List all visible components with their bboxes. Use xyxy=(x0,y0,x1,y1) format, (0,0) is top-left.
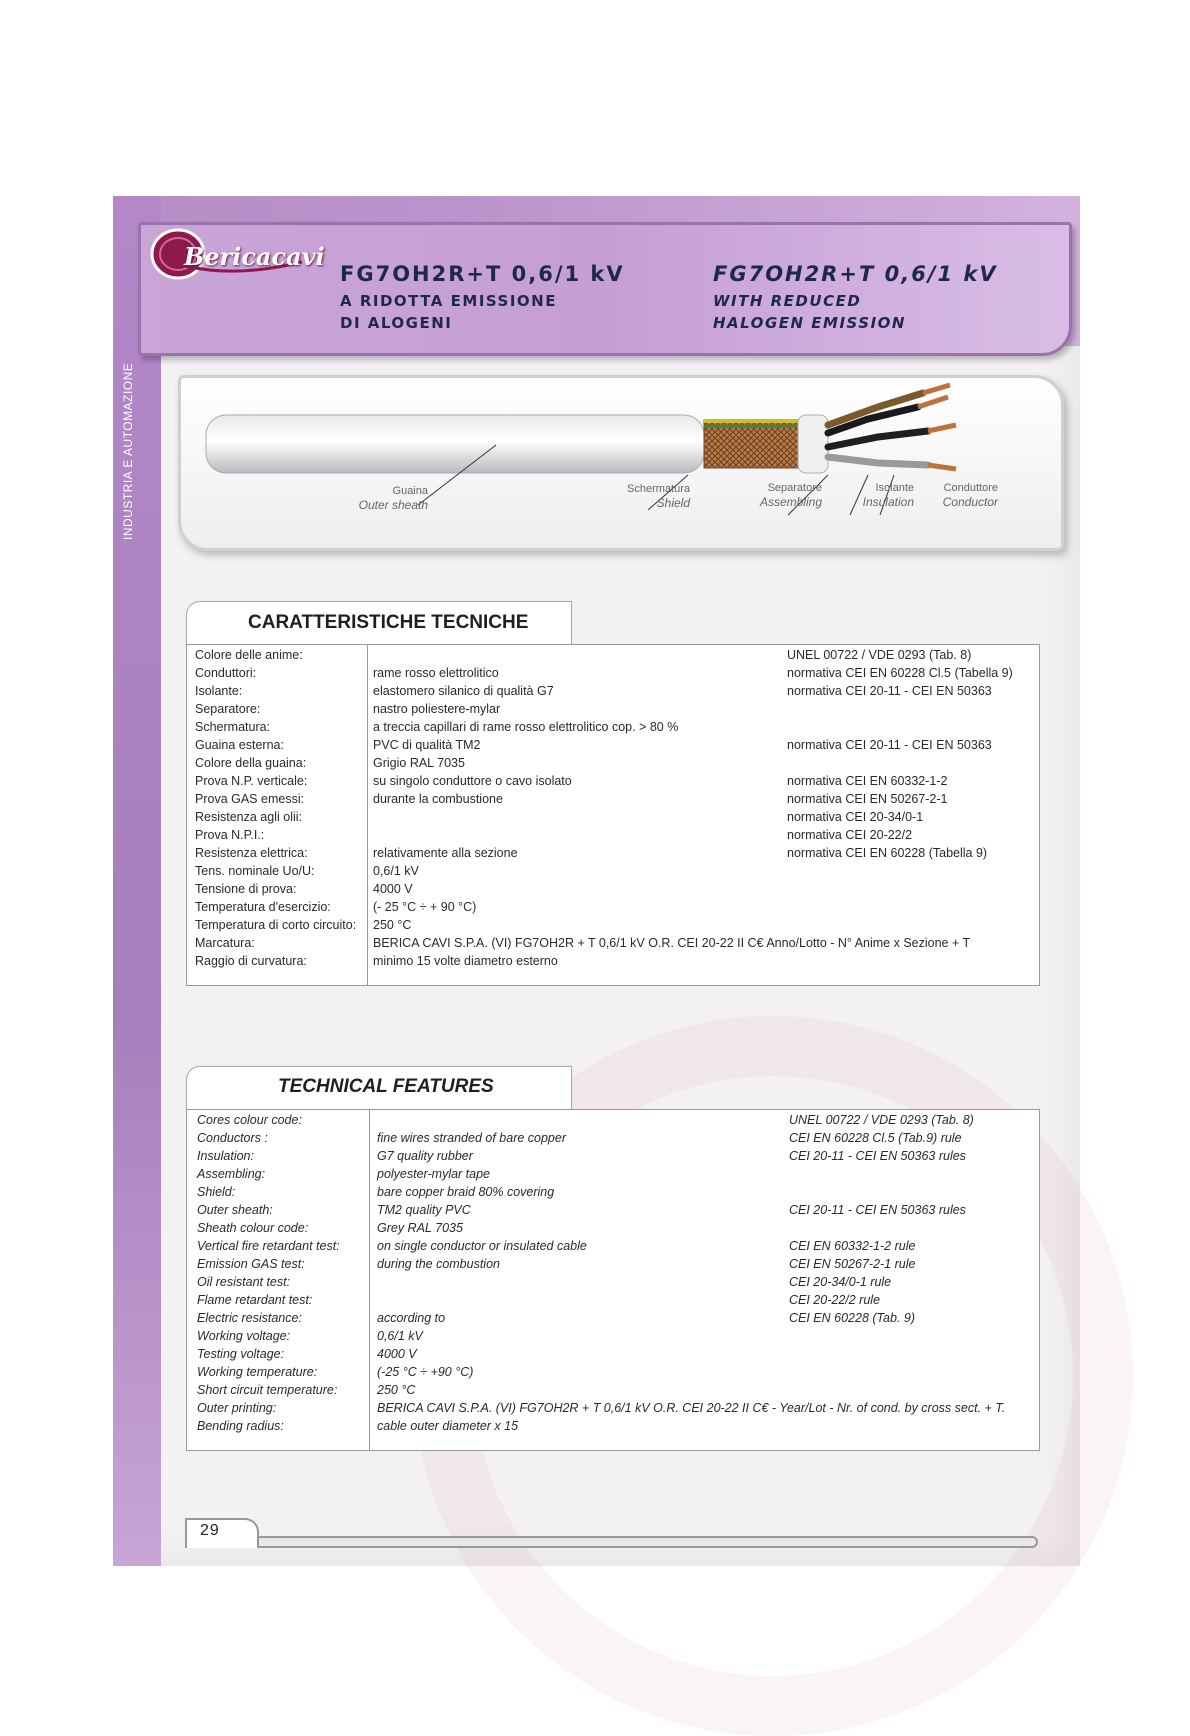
table-row: Emission GAS test: during the combustion CEI EN 50267-2-1 rule xyxy=(197,1257,916,1271)
page-number: 29 xyxy=(200,1522,220,1539)
table-row: Assembling: polyester-mylar tape xyxy=(197,1167,491,1181)
table-row: Electric resistance: according to CEI EN 60228 (Tab. 9) xyxy=(197,1311,915,1325)
title-italian xyxy=(340,262,625,334)
it-table-title: CARATTERISTICHE TECNICHE xyxy=(248,612,529,633)
it-spec-table xyxy=(186,644,1040,986)
table-row: Oil resistant test: CEI 20-34/0-1 rule xyxy=(197,1275,892,1289)
table-row: Colore della guaina: Grigio RAL 7035 xyxy=(195,756,465,770)
product-title-it: FG7OH2R+T 0,6/1 kV xyxy=(340,262,625,286)
label-shield: Schermatura Shield xyxy=(627,483,690,510)
label-outer-sheath: Guaina Outer sheath xyxy=(358,485,428,512)
footer-bar xyxy=(186,1536,1038,1548)
table-row: Sheath colour code: Grey RAL 7035 xyxy=(197,1221,463,1235)
en-spec-table xyxy=(186,1109,1040,1451)
table-row: Vertical fire retardant test: on single conductor or insulated cable CEI EN 60332-1-2 rule xyxy=(197,1239,916,1253)
table-row: Marcatura: BERICA CAVI S.P.A. (VI) FG7OH2R + T 0,6/1 kV O.R. CEI 20-22 II C€ Anno/Lotto - N° Anime x Sezione + T xyxy=(195,936,971,950)
label-assembling: Separatore Assembling xyxy=(759,482,822,509)
table-row: Shield: bare copper braid 80% covering xyxy=(197,1185,555,1199)
label-conductor: Conduttore Conductor xyxy=(942,482,998,509)
table-row: Tens. nominale Uo/U: 0,6/1 kV xyxy=(195,864,419,878)
table-row: Bending radius: cable outer diameter x 15 xyxy=(197,1419,519,1433)
table-row: Cores colour code: UNEL 00722 / VDE 0293 (Tab. 8) xyxy=(197,1113,974,1127)
table-row: Guaina esterna: PVC di qualità TM2 normativa CEI 20-11 - CEI EN 50363 xyxy=(195,738,992,752)
table-row: Conduttori: rame rosso elettrolitico normativa CEI EN 60228 Cl.5 (Tabella 9) xyxy=(195,666,1013,680)
subtitle-it-line1: A RIDOTTA EMISSIONE xyxy=(340,292,557,310)
table-row: Working temperature: (-25 °C ÷ +90 °C) xyxy=(197,1365,474,1379)
table-row: Isolante: elastomero silanico di qualità G7 normativa CEI 20-11 - CEI EN 50363 xyxy=(195,684,992,698)
page-number-tab xyxy=(185,1518,259,1548)
title-english xyxy=(713,262,998,334)
product-title-en: FG7OH2R+T 0,6/1 kV xyxy=(713,262,998,286)
table-row: Prova N.P. verticale: su singolo conduttore o cavo isolato normativa CEI EN 60332-1-2 xyxy=(195,774,948,788)
table-row: Insulation: G7 quality rubber CEI 20-11 - CEI EN 50363 rules xyxy=(197,1149,966,1163)
table-row: Separatore: nastro poliestere-mylar xyxy=(195,702,501,716)
table-row: Raggio di curvatura: minimo 15 volte diametro esterno xyxy=(195,954,558,968)
label-insulation: Isolante Insulation xyxy=(862,482,914,509)
table-row: Temperatura di corto circuito: 250 °C xyxy=(195,918,412,932)
brand-logo-text: Bericacavi xyxy=(184,242,325,271)
subtitle-en-line2: HALOGEN EMISSION xyxy=(713,314,906,332)
table-row: Conductors : fine wires stranded of bare copper CEI EN 60228 Cl.5 (Tab.9) rule xyxy=(197,1131,962,1145)
table-row: Working voltage: 0,6/1 kV xyxy=(197,1329,423,1343)
subtitle-it-line2: DI ALOGENI xyxy=(340,314,453,332)
table-row: Outer printing: BERICA CAVI S.P.A. (VI) FG7OH2R + T 0,6/1 kV O.R. CEI 20-22 II C€ - Year/Lot - Nr. of cond. by cross sect. + T. xyxy=(197,1401,1006,1415)
en-table-title: TECHNICAL FEATURES xyxy=(278,1076,494,1097)
table-row: Colore delle anime: UNEL 00722 / VDE 0293 (Tab. 8) xyxy=(195,648,972,662)
table-row: Temperatura d'esercizio: (- 25 °C ÷ + 90 °C) xyxy=(195,900,477,914)
table-row: Outer sheath: TM2 quality PVC CEI 20-11 - CEI EN 50363 rules xyxy=(197,1203,966,1217)
table-row: Schermatura: a treccia capillari di rame rosso elettrolitico cop. > 80 % xyxy=(195,720,679,734)
table-row: Tensione di prova: 4000 V xyxy=(195,882,413,896)
section-label: INDUSTRIA E AUTOMAZIONE xyxy=(121,362,135,540)
table-row: Prova N.P.I.: normativa CEI 20-22/2 xyxy=(195,828,913,842)
table-row: Prova GAS emessi: durante la combustione normativa CEI EN 50267-2-1 xyxy=(195,792,948,806)
table-row: Short circuit temperature: 250 °C xyxy=(197,1383,416,1397)
table-row: Resistenza elettrica: relativamente alla sezione normativa CEI EN 60228 (Tabella 9) xyxy=(195,846,988,860)
table-row: Resistenza agli olii: normativa CEI 20-34/0-1 xyxy=(195,810,924,824)
table-row: Flame retardant test: CEI 20-22/2 rule xyxy=(197,1293,881,1307)
subtitle-en-line1: WITH REDUCED xyxy=(713,292,862,310)
cable-illustration xyxy=(178,375,1058,545)
table-row: Testing voltage: 4000 V xyxy=(197,1347,417,1361)
